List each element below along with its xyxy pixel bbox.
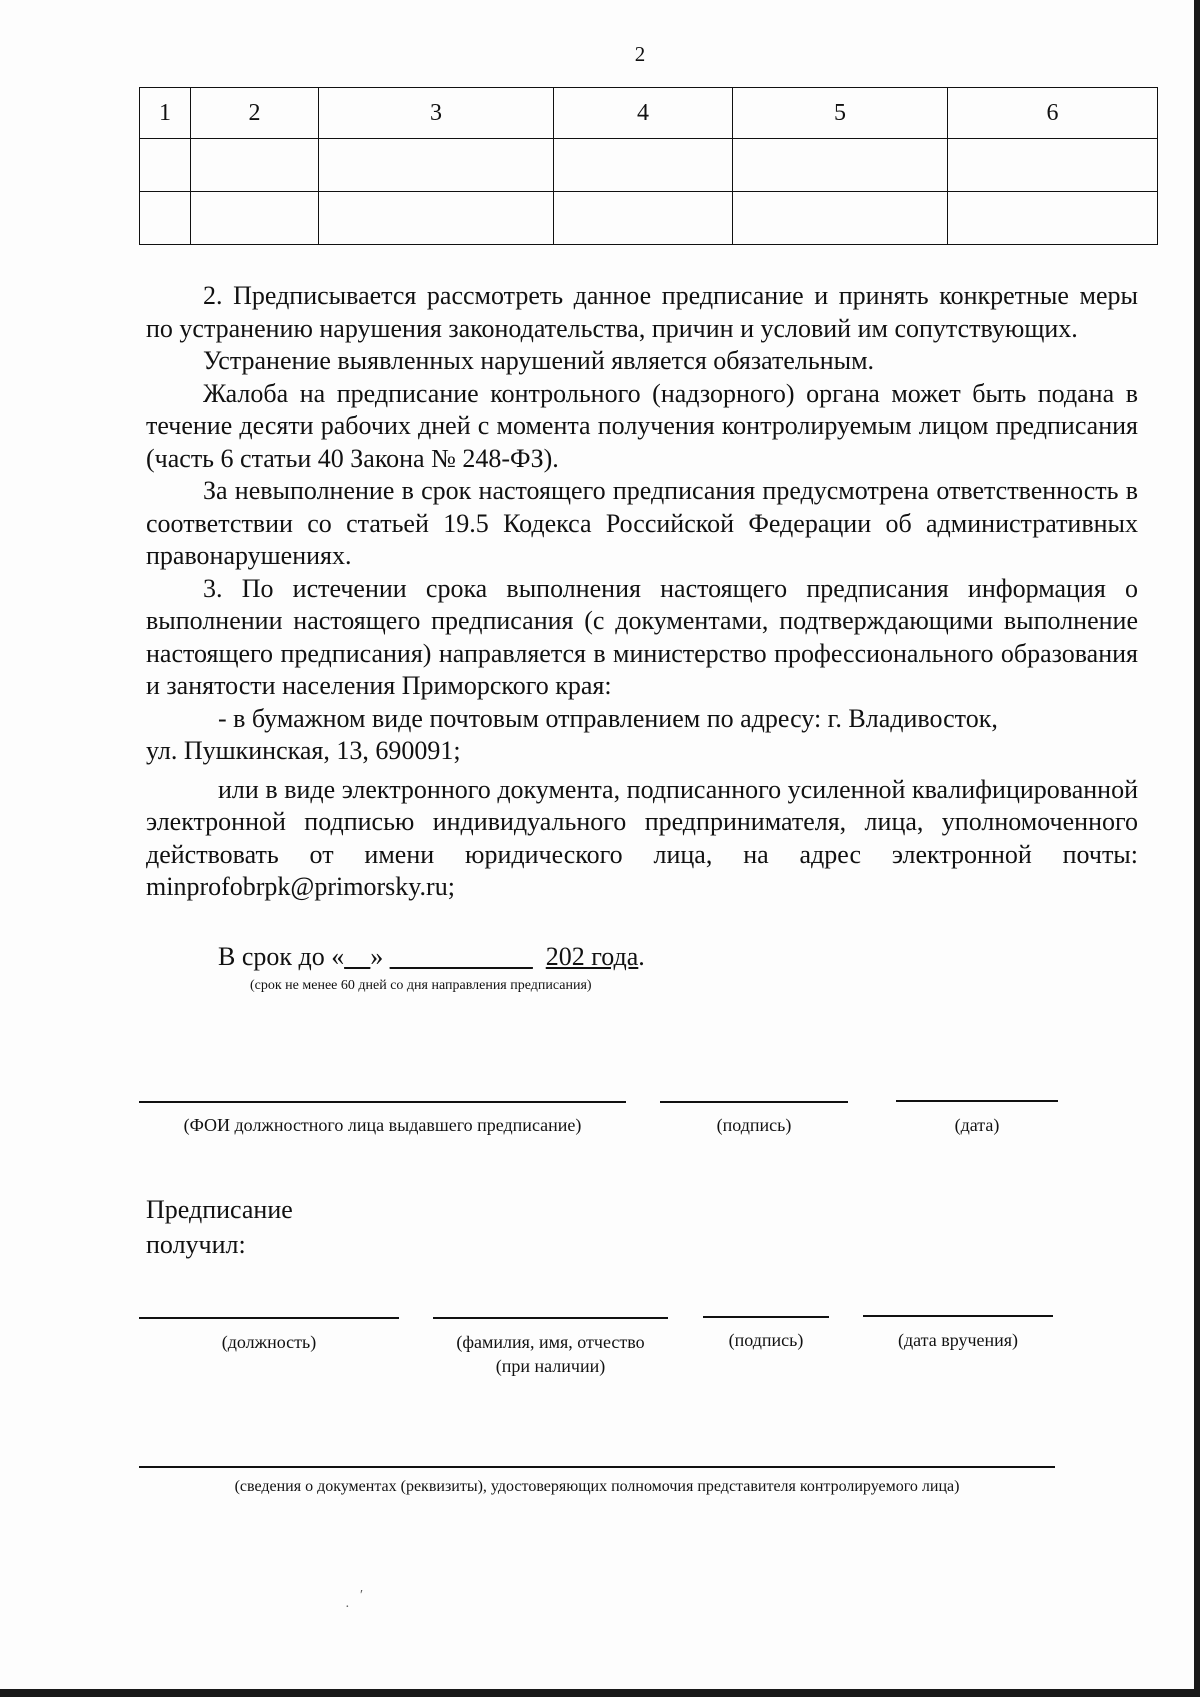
paragraph-item-3: 3. По истечении срока выполнения настоящего предписания информация о выполнении настоящего предписания (с документами, подтверждающими выполнение настоящего предписания) направляется в министерство профессионального образования и занятости населения Приморского края: bbox=[146, 573, 1138, 700]
paragraph-complaint: Жалоба на предписание контрольного (надзорного) органа может быть подана в течение десяти рабочих дней с момента получения контролируемым лицом предписания (часть 6 статьи 40 Закона № 248-ФЗ). bbox=[146, 378, 1138, 473]
issuer-signature-caption: (подпись) bbox=[716, 1115, 792, 1135]
scan-edge-bottom bbox=[0, 1689, 1200, 1697]
table-cell bbox=[948, 139, 1158, 192]
deadline-prefix: В срок до « bbox=[218, 942, 345, 971]
issuer-name-caption: (ФОИ должностного лица выдавшего предписание) bbox=[183, 1115, 582, 1135]
issuer-date-line bbox=[896, 1100, 1058, 1102]
deadline-note: (срок не менее 60 дней со дня направления предписания) bbox=[250, 978, 592, 993]
table-row bbox=[140, 139, 1158, 192]
table-header-cell: 3 bbox=[319, 88, 554, 139]
violations-table bbox=[139, 87, 1158, 245]
table-cell bbox=[191, 139, 319, 192]
scan-edge-right bbox=[1194, 0, 1200, 1697]
issuer-name-line bbox=[139, 1101, 626, 1103]
fullname-caption bbox=[433, 1330, 668, 1378]
page-number: 2 bbox=[634, 42, 646, 66]
paragraph-postal: - в бумажном виде почтовым отправлением по адресу: г. Владивосток, bbox=[218, 703, 998, 733]
table-cell bbox=[733, 192, 948, 245]
paragraph-address: ул. Пушкинская, 13, 690091; bbox=[146, 736, 461, 765]
table-cell bbox=[948, 192, 1158, 245]
position-caption: (должность) bbox=[221, 1332, 317, 1352]
table-cell bbox=[191, 192, 319, 245]
representative-caption: (сведения о документах (реквизиты), удостоверяющих полномочия представителя контролируемого лица) bbox=[234, 1478, 960, 1495]
table-cell bbox=[319, 139, 554, 192]
table-header-cell: 6 bbox=[948, 88, 1158, 139]
scan-speck: ′ bbox=[360, 1588, 364, 1603]
deadline-day-blank: __ bbox=[344, 942, 371, 971]
deadline-month-blank: ___________ bbox=[389, 942, 533, 971]
table-cell bbox=[140, 139, 191, 192]
table-cell bbox=[733, 139, 948, 192]
representative-line bbox=[139, 1466, 1055, 1468]
recipient-signature-line bbox=[703, 1316, 829, 1318]
table-header-cell: 4 bbox=[554, 88, 733, 139]
deadline-line bbox=[218, 942, 645, 972]
deadline-dot: . bbox=[638, 942, 645, 971]
prescription-body bbox=[146, 280, 1138, 904]
issuer-signature-line bbox=[660, 1101, 848, 1103]
table-header-cell: 2 bbox=[191, 88, 319, 139]
paragraph-liability: За невыполнение в срок настоящего предписания предусмотрена ответственность в соответствии со статьей 19.5 Кодекса Российской Федерации об административных правонарушениях. bbox=[146, 476, 1138, 570]
position-line bbox=[139, 1317, 399, 1319]
delivery-date-line bbox=[863, 1315, 1053, 1317]
paragraph-item-2: 2. Предписывается рассмотреть данное предписание и принять конкретные меры по устранению нарушения законодательства, причин и условий им сопутствующих. bbox=[146, 281, 1138, 343]
table-header-cell: 5 bbox=[733, 88, 948, 139]
table-cell bbox=[140, 192, 191, 245]
received-label bbox=[146, 1192, 293, 1262]
table-row bbox=[140, 192, 1158, 245]
deadline-close-quote: » bbox=[370, 942, 384, 971]
deadline-year: 202 года bbox=[545, 942, 639, 971]
issuer-date-caption: (дата) bbox=[954, 1115, 1000, 1135]
table-cell bbox=[554, 192, 733, 245]
table-header-cell: 1 bbox=[140, 88, 191, 139]
table-cell bbox=[554, 139, 733, 192]
fullname-line bbox=[433, 1317, 668, 1319]
received-label-line2: получил: bbox=[146, 1230, 246, 1259]
fullname-caption-line1: (фамилия, имя, отчество bbox=[456, 1332, 645, 1352]
scan-speck: · bbox=[345, 1600, 350, 1615]
paragraph-mandatory: Устранение выявленных нарушений является обязательным. bbox=[203, 346, 875, 375]
delivery-date-caption: (дата вручения) bbox=[897, 1330, 1019, 1350]
received-label-line1: Предписание bbox=[146, 1195, 293, 1224]
table-header-row bbox=[140, 88, 1158, 139]
paragraph-electronic: или в виде электронного документа, подписанного усиленной квалифицированной электронной подписью индивидуального предпринимателя, лица, уполномоченного действовать от имени юридического лица, на адрес электронной почты: minprofobrpk@primorsky.ru; bbox=[146, 774, 1138, 901]
table-cell bbox=[319, 192, 554, 245]
recipient-signature-caption: (подпись) bbox=[728, 1330, 804, 1350]
fullname-caption-line2: (при наличии) bbox=[495, 1356, 606, 1376]
